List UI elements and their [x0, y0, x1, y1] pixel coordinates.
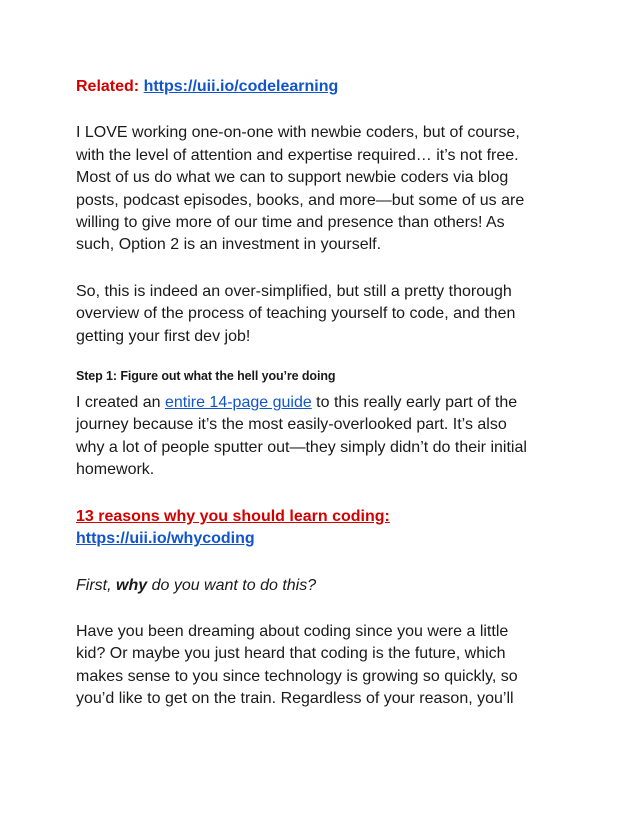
text-fragment: to this really early part of the [311, 394, 518, 412]
text-line: makes sense to you since technology is growing so quickly, so [76, 667, 518, 685]
paragraph-guide [76, 392, 598, 482]
paragraph-mentoring [76, 122, 598, 256]
guide-link[interactable]: entire 14-page guide [164, 394, 312, 412]
text-line: posts, podcast episodes, books, and more—but some of us are [76, 191, 525, 209]
reasons-title: 13 reasons why you should learn coding: [76, 507, 390, 525]
reasons-block [76, 506, 598, 551]
why-emphasis: why [116, 576, 148, 594]
paragraph-dreaming [76, 621, 598, 711]
text-line: why a lot of people sputter out—they simply didn’t do their initial [76, 438, 527, 456]
text-line: getting your first dev job! [76, 327, 251, 345]
text-line: you’d like to get on the train. Regardless of your reason, you’ll [76, 690, 514, 708]
text-line: kid? Or maybe you just heard that coding is the future, which [76, 645, 506, 663]
related-link[interactable]: https://uii.io/codelearning [143, 78, 339, 95]
related-line [76, 76, 598, 98]
related-label: Related: [76, 78, 140, 95]
step1-heading: Step 1: Figure out what the hell you’re doing [76, 369, 336, 384]
text-line: willing to give more of our time and presence than others! As [76, 214, 505, 232]
text-fragment: do you want to do this? [147, 576, 317, 594]
text-line: I LOVE working one-on-one with newbie coders, but of course, [76, 124, 520, 142]
text-fragment: I created an [76, 394, 165, 412]
text-line: homework. [76, 461, 155, 479]
text-line: Most of us do what we can to support newbie coders via blog [76, 169, 509, 187]
paragraph-overview [76, 281, 598, 348]
text-line [76, 392, 598, 414]
text-line: with the level of attention and expertise required… it’s not free. [76, 146, 519, 164]
text-line: Have you been dreaming about coding since you were a little [76, 622, 509, 640]
first-why-line [76, 575, 598, 597]
text-line: overview of the process of teaching yourself to code, and then [76, 305, 516, 323]
text-fragment: First, [76, 576, 116, 594]
text-line: journey because it’s the most easily-overlooked part. It’s also [76, 416, 507, 434]
text-line: So, this is indeed an over-simplified, but still a pretty thorough [76, 282, 512, 300]
reasons-link[interactable]: https://uii.io/whycoding [76, 530, 255, 548]
text-line: such, Option 2 is an investment in yourself. [76, 236, 382, 254]
